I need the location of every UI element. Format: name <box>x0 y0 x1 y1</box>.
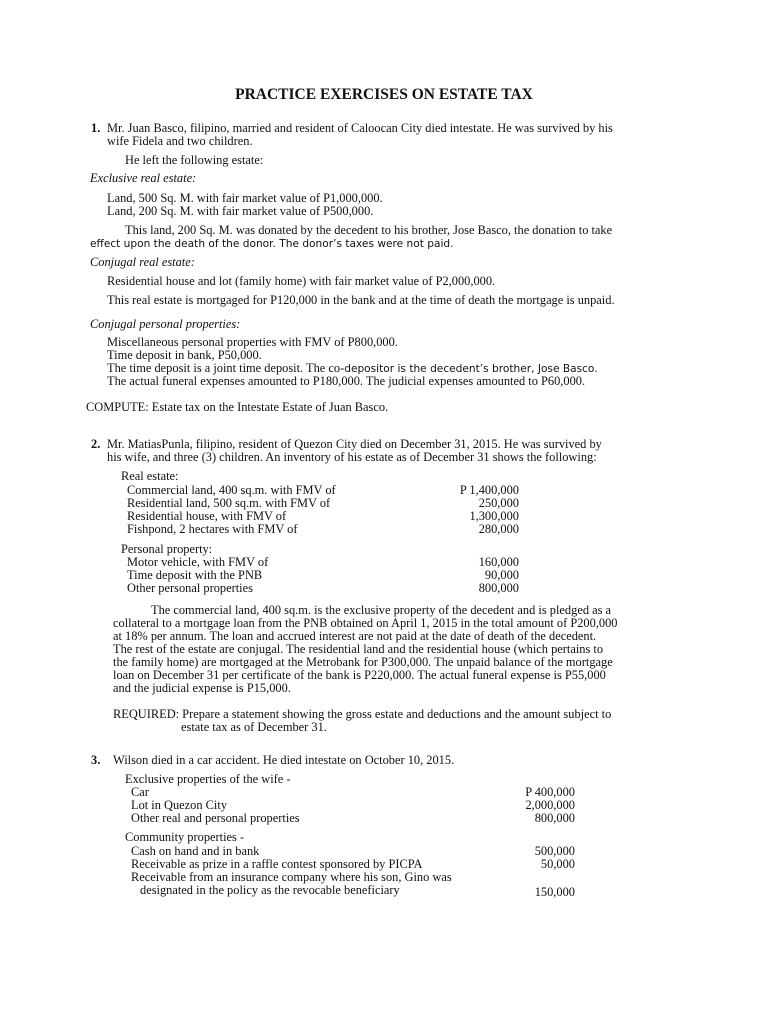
ex1-joint-deposit-a: The time deposit is a joint time deposit. The co- <box>107 361 345 375</box>
ex1-intro-line-2: wife Fidela and two children. <box>107 134 253 148</box>
list-item-amount: 160,000 <box>478 555 519 569</box>
ex1-donation-line-1: This land, 200 Sq. M. was donated by the decedent to his brother, Jose Basco, the donation to take <box>125 223 613 237</box>
ex1-misc: Miscellaneous personal properties with FMV of P800,000. <box>107 335 398 349</box>
ex2-intro-line-1: Mr. MatiasPunla, filipino, resident of Quezon City died on December 31, 2015. He was survived by <box>107 437 602 451</box>
page-title: PRACTICE EXERCISES ON ESTATE TAX <box>235 86 533 103</box>
list-item-amount: P 1,400,000 <box>459 483 519 497</box>
list-item-amount: 800,000 <box>478 581 519 595</box>
section-heading-exclusive: Exclusive real estate: <box>90 171 197 185</box>
list-item-label: Residential land, 500 sq.m. with FMV of <box>127 496 331 510</box>
section-heading-conjugal-real: Conjugal real estate: <box>90 255 195 269</box>
ex1-compute: COMPUTE: Estate tax on the Intestate Estate of Juan Basco. <box>86 400 389 414</box>
ex2-required-line-1: REQUIRED: Prepare a statement showing the gross estate and deductions and the amount subject to <box>113 707 612 721</box>
list-item-amount: 250,000 <box>478 496 519 510</box>
ex2-paragraph-line: at 18% per annum. The loan and accrued interest are not paid at the date of death of the decedent. <box>113 629 597 643</box>
ex1-land-2: Land, 200 Sq. M. with fair market value of P500,000. <box>107 204 374 218</box>
list-item-label: Commercial land, 400 sq.m. with FMV of <box>127 483 336 497</box>
real-estate-label: Real estate: <box>121 469 179 483</box>
list-item-label: Residential house, with FMV of <box>127 509 287 523</box>
list-item-label: Time deposit with the PNB <box>127 568 263 582</box>
ex1-mortgage: This real estate is mortgaged for P120,000 in the bank and at the time of death the mortgage is unpaid. <box>107 293 615 307</box>
list-item-label: Motor vehicle, with FMV of <box>127 555 269 569</box>
ex1-residential: Residential house and lot (family home) with fair market value of P2,000,000. <box>107 274 496 288</box>
ex2-required-line-2: estate tax as of December 31. <box>181 720 327 734</box>
list-item-label: Receivable as prize in a raffle contest sponsored by PICPA <box>131 857 423 871</box>
ex1-land-1: Land, 500 Sq. M. with fair market value of P1,000,000. <box>107 191 383 205</box>
list-item-amount: 90,000 <box>484 568 519 582</box>
list-item-amount: 800,000 <box>534 811 575 825</box>
community-properties-label: Community properties - <box>125 830 245 844</box>
list-item-amount: 50,000 <box>540 857 575 871</box>
list-item-amount: P 400,000 <box>525 785 575 799</box>
list-item-label: Other personal properties <box>127 581 253 595</box>
ex1-donation-line-2: effect upon the death of the donor. The donor’s taxes were not paid. <box>90 238 454 250</box>
ex2-paragraph-line: and the judicial expense is P15,000. <box>113 681 291 695</box>
ex2-paragraph-line: collateral to a mortgage loan from the PNB obtained on April 1, 2015 in the total amount of P200,000 <box>113 616 618 630</box>
ex3-intro: Wilson died in a car accident. He died intestate on October 10, 2015. <box>113 753 455 767</box>
list-item-label: Other real and personal properties <box>131 811 300 825</box>
exercise-number: 2. <box>91 437 101 451</box>
section-heading-conjugal-personal: Conjugal personal properties: <box>90 317 241 331</box>
list-item-amount: 150,000 <box>534 885 575 899</box>
list-item-amount: 500,000 <box>534 844 575 858</box>
ex1-time-deposit: Time deposit in bank, P50,000. <box>107 348 262 362</box>
exercise-number: 3. <box>91 753 101 767</box>
ex2-paragraph-line: loan on December 31 per certificate of the bank is P220,000. The actual funeral expense is P55,000 <box>113 668 606 682</box>
list-item-label: Car <box>131 785 149 799</box>
ex1-left-text: He left the following estate: <box>125 153 264 167</box>
exercise-number: 1. <box>91 121 101 135</box>
list-item-amount: 280,000 <box>478 522 519 536</box>
list-item-label: Fishpond, 2 hectares with FMV of <box>127 522 298 536</box>
ex2-paragraph-line: The rest of the estate are conjugal. The residential land and the residential house (which pertains to <box>113 642 604 656</box>
ex1-funeral: The actual funeral expenses amounted to P180,000. The judicial expenses amounted to P60,000. <box>107 374 586 388</box>
ex1-joint-deposit-b: depositor is the decedent’s brother, Jose Basco. <box>344 363 598 375</box>
ex2-intro-line-2: his wife, and three (3) children. An inventory of his estate as of December 31 shows the following: <box>107 450 597 464</box>
ex3-insurance-line-1: Receivable from an insurance company where his son, Gino was <box>131 870 452 884</box>
wife-properties-label: Exclusive properties of the wife - <box>125 772 291 786</box>
list-item-amount: 1,300,000 <box>469 509 519 523</box>
personal-property-label: Personal property: <box>121 542 213 556</box>
list-item-label: Cash on hand and in bank <box>131 844 260 858</box>
list-item-label: Lot in Quezon City <box>131 798 228 812</box>
ex2-paragraph-line: the family home) are mortgaged at the Metrobank for P300,000. The unpaid balance of the mortgage <box>113 655 613 669</box>
ex2-paragraph-line: The commercial land, 400 sq.m. is the exclusive property of the decedent and is pledged as a <box>151 603 612 617</box>
list-item-amount: 2,000,000 <box>525 798 575 812</box>
ex3-insurance-line-2: designated in the policy as the revocable beneficiary <box>140 883 400 897</box>
ex1-intro-line-1: Mr. Juan Basco, filipino, married and resident of Caloocan City died intestate. He was survived by his <box>107 121 613 135</box>
